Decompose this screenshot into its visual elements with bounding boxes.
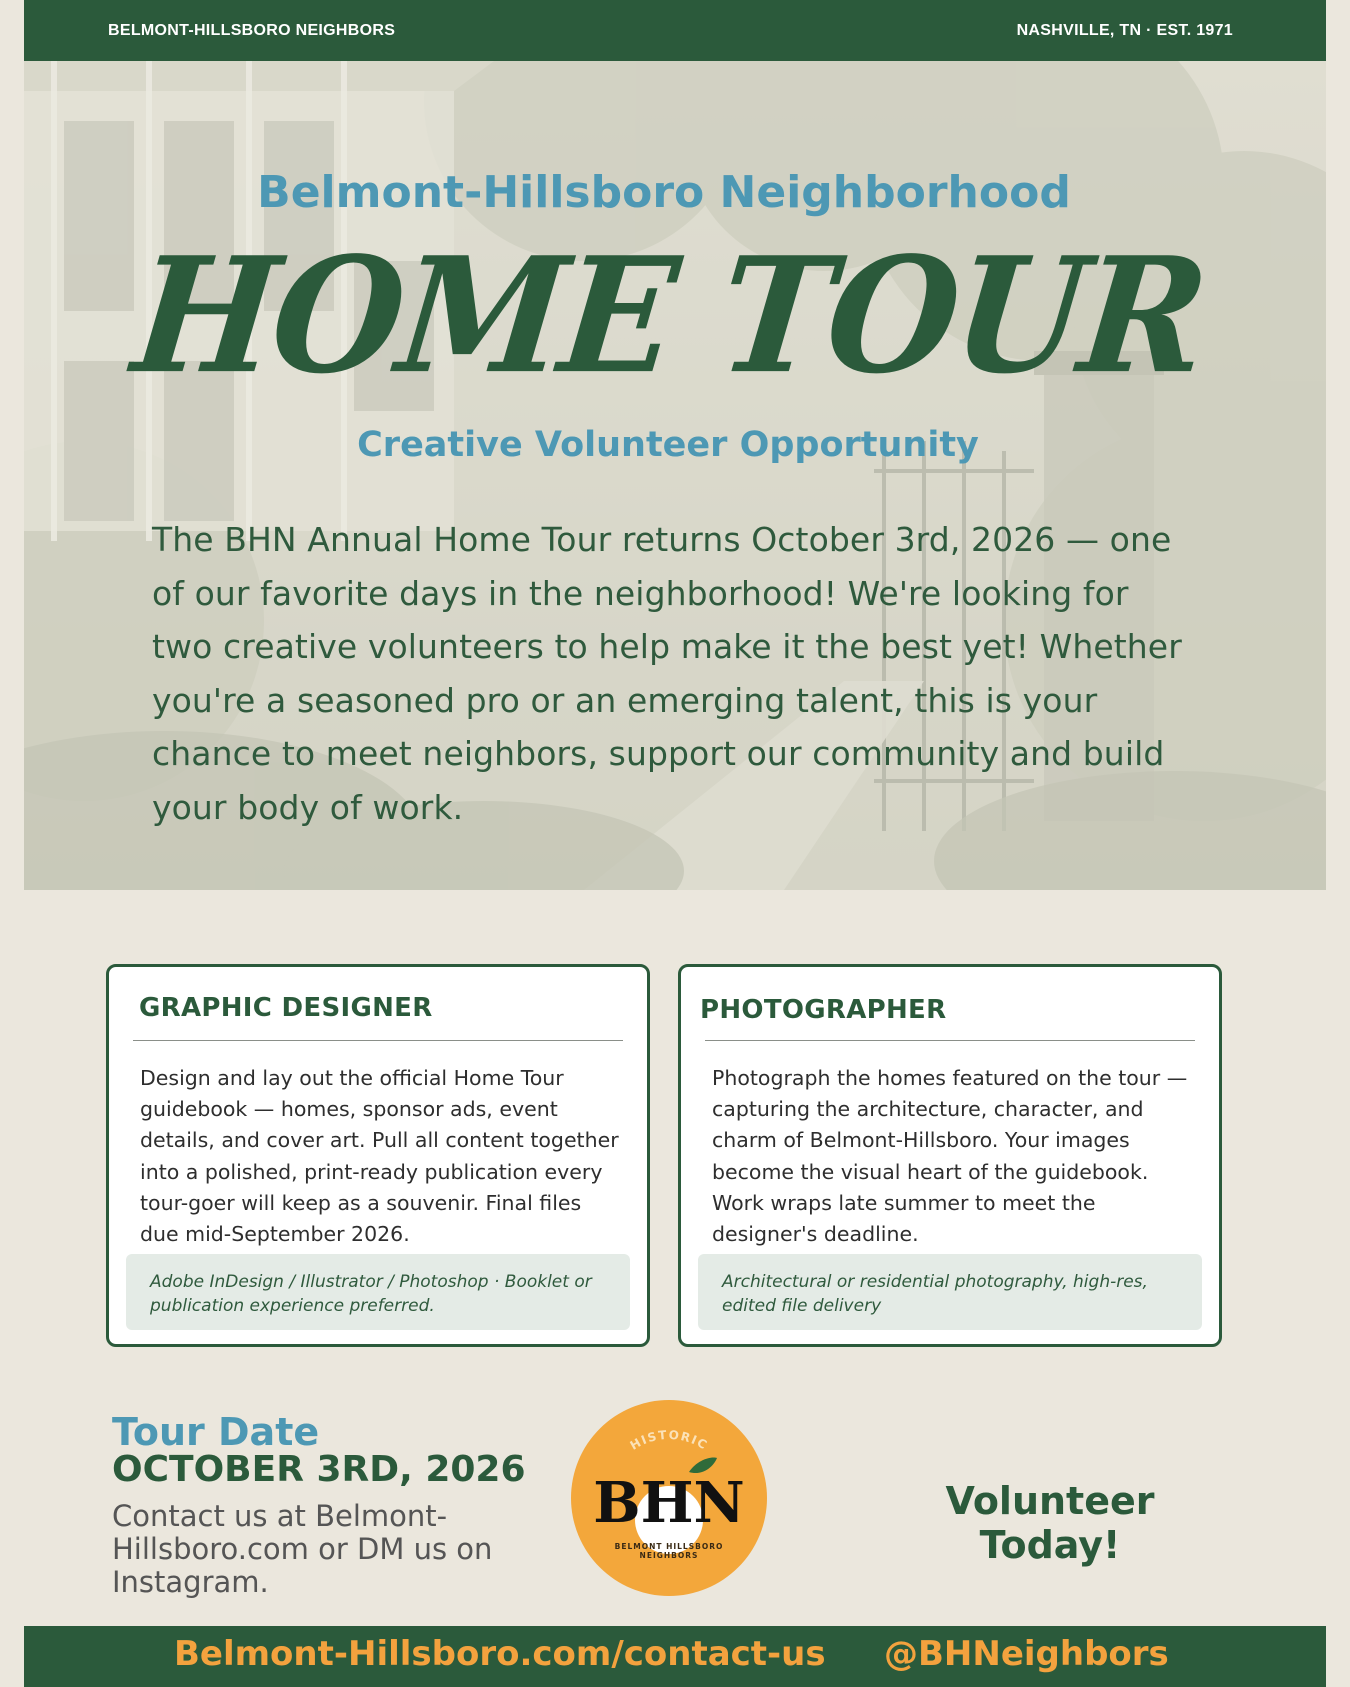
- card-title: PHOTOGRAPHER: [700, 995, 947, 1025]
- organization-name: BELMONT-HILLSBORO NEIGHBORS: [108, 21, 396, 39]
- logo-top-text: HISTORIC: [627, 1427, 711, 1453]
- photographer-card: [678, 964, 1222, 1347]
- hero-section: [24, 61, 1326, 890]
- top-banner: [24, 0, 1326, 61]
- tour-date-label: Tour Date: [112, 1410, 320, 1454]
- instagram-handle-link[interactable]: @BHNeighbors: [884, 1634, 1169, 1674]
- footer-bar: [24, 1626, 1326, 1687]
- divider: [705, 1040, 1195, 1041]
- home-tour-headline: HOME TOUR: [125, 222, 1213, 410]
- tour-date: OCTOBER 3RD, 2026: [112, 1449, 526, 1490]
- location-established: NASHVILLE, TN · EST. 1971: [1016, 21, 1233, 39]
- graphic-designer-card: [106, 964, 650, 1347]
- logo-bottom-line1: BELMONT HILLSBORO: [614, 1542, 724, 1551]
- logo-initials: BHN: [593, 1470, 745, 1536]
- contact-info: Contact us at Belmont-Hillsboro.com or DM us on Instagram.: [112, 1499, 493, 1599]
- card-requirements: Architectural or residential photography, high-res, edited file delivery: [698, 1254, 1202, 1330]
- volunteer-subheadline: Creative Volunteer Opportunity: [357, 425, 979, 465]
- volunteer-cta: Volunteer Today!: [945, 1479, 1155, 1567]
- card-description: Photograph the homes featured on the tour — capturing the architecture, character, and charm of Belmont-Hillsboro. Your images become the visual heart of the guidebook. Work wraps late summer to meet the designer's deadline.: [712, 1066, 1188, 1247]
- contact-website-link[interactable]: Belmont-Hillsboro.com/contact-us: [174, 1634, 826, 1674]
- card-requirements: Adobe InDesign / Illustrator / Photoshop · Booklet or publication experience preferred.: [126, 1254, 630, 1330]
- card-title: GRAPHIC DESIGNER: [139, 993, 433, 1023]
- divider: [133, 1040, 623, 1041]
- bhn-logo: [571, 1400, 767, 1596]
- card-description: Design and lay out the official Home Tour guidebook — homes, sponsor ads, event details, and cover art. Pull all content together into a polished, print-ready publication every tour-goer will keep as a souvenir. Final files due mid-September 2026.: [140, 1066, 619, 1247]
- logo-bottom-line2: NEIGHBORS: [639, 1551, 699, 1560]
- neighborhood-title: Belmont-Hillsboro Neighborhood: [257, 167, 1071, 218]
- svg-text:HISTORIC: [628, 1428, 711, 1453]
- intro-paragraph: The BHN Annual Home Tour returns October 3rd, 2026 — one of our favorite days in the neighborhood! We're looking for two creative volunteers to help make it the best yet! Whether you're a seasoned pro or an emerging talent, this is your chance to meet neighbors, support our community and build your body of work.: [152, 520, 1182, 827]
